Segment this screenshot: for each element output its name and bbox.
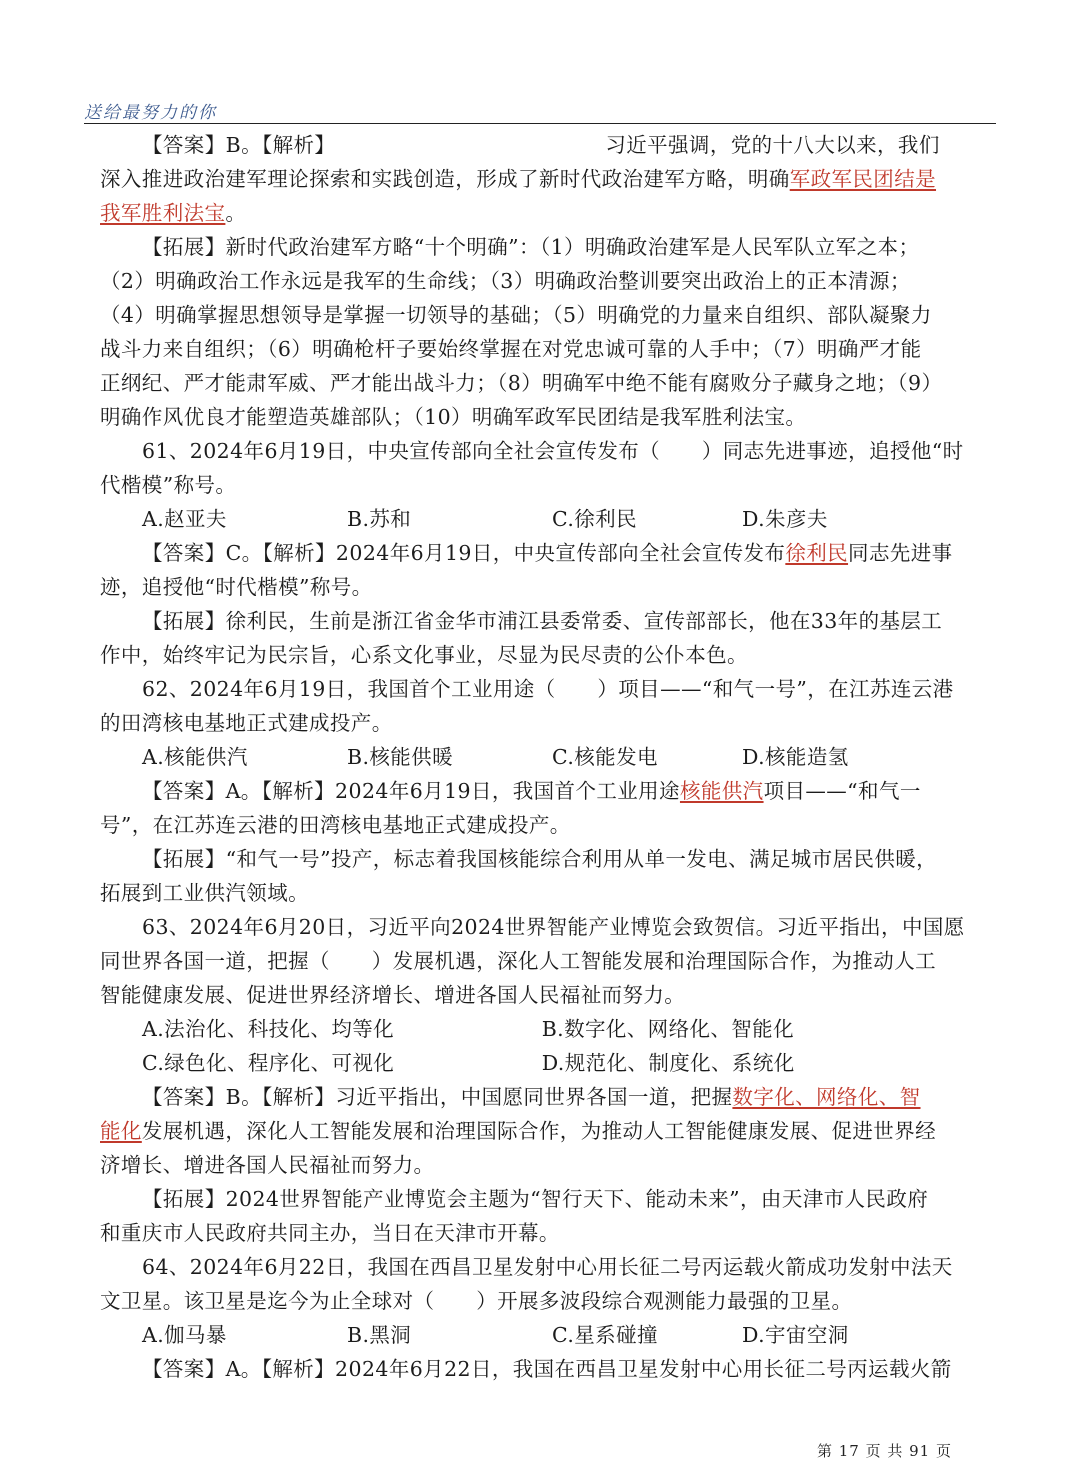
text-line: 拓展到工业供汽领域。: [100, 881, 309, 905]
header-divider: [84, 123, 996, 124]
option-b: B.数字化、网络化、智能化: [541, 1017, 794, 1041]
options-64: [100, 1318, 980, 1352]
highlighted-answer: 我军胜利法宝: [100, 201, 226, 225]
text-segment: 【答案】A。【解析】2024年6月19日，我国首个工业用途: [142, 779, 680, 803]
text-line: 代楷模”称号。: [100, 473, 237, 497]
option-d: D.核能造氢: [742, 745, 849, 769]
answer-line: [100, 536, 980, 570]
option-d: D.宇宙空洞: [742, 1323, 849, 1347]
text-line: 同世界各国一道，把握（ ）发展机遇，深化人工智能发展和治理国际合作，为推动人工: [100, 949, 936, 973]
text-line: 智能健康发展、促进世界经济增长、增进各国人民福祉而努力。: [100, 983, 686, 1007]
options-63-row2: [100, 1046, 980, 1080]
options-63-row1: [100, 1012, 980, 1046]
answer-line: [100, 128, 980, 162]
text-line: 的田湾核电基地正式建成投产。: [100, 711, 393, 735]
option-d: D.规范化、制度化、系统化: [541, 1051, 795, 1075]
extension-line: 【拓展】2024世界智能产业博览会主题为“智行天下、能动未来”，由天津市人民政府: [142, 1187, 929, 1211]
text-line: 文卫星。该卫星是迄今为止全球对（ ）开展多波段综合观测能力最强的卫星。: [100, 1289, 853, 1313]
text-segment: 项目——“和气一: [763, 779, 921, 803]
text-line: 和重庆市人民政府共同主办，当日在天津市开幕。: [100, 1221, 560, 1245]
text-segment: 。: [225, 201, 247, 225]
option-a: A.法治化、科技化、均等化: [142, 1017, 395, 1041]
page-header-title: 送给最努力的你: [84, 103, 217, 123]
option-c: C.徐利民: [552, 507, 637, 531]
text-line: （4）明确掌握思想领导是掌握一切领导的基础；（5）明确党的力量来自组织、部队凝聚力: [100, 303, 932, 327]
option-c: C.星系碰撞: [552, 1323, 658, 1347]
options-62: [100, 740, 980, 774]
text-segment: 发展机遇，深化人工智能发展和治理国际合作，为推动人工智能健康发展、促进世界经: [141, 1119, 937, 1143]
highlighted-answer: 能化: [100, 1119, 142, 1143]
text-segment: 【答案】C。【解析】2024年6月19日，中央宣传部向全社会宣传发布: [142, 541, 786, 565]
question-61: 61、2024年6月19日，中央宣传部向全社会宣传发布（ ）同志先进事迹，追授他“时: [142, 439, 964, 463]
text-segment: 【答案】B。【解析】习近平指出，中国愿同世界各国一道，把握: [142, 1085, 733, 1109]
option-d: D.朱彦夫: [742, 507, 828, 531]
text-line: 济增长、增进各国人民福祉而努力。: [100, 1153, 435, 1177]
text-line: 明确作风优良才能塑造英雄部队；（10）明确军政军民团结是我军胜利法宝。: [100, 405, 807, 429]
answer-line: [100, 1080, 980, 1114]
text-line: [100, 162, 980, 196]
text-line: 作中，始终牢记为民宗旨，心系文化事业，尽显为民尽责的公仆本色。: [100, 643, 748, 667]
text-line: [100, 196, 980, 230]
text-line: 正纲纪、严才能肃军威、严才能出战斗力；（8）明确军中绝不能有腐败分子藏身之地；（9）: [100, 371, 943, 395]
option-c: C.绿色化、程序化、可视化: [142, 1051, 395, 1075]
option-a: A.核能供汽: [142, 745, 248, 769]
text-line: （2）明确政治工作永远是我军的生命线；（3）明确政治整训要突出政治上的正本清源；: [100, 269, 911, 293]
question-62: 62、2024年6月19日，我国首个工业用途（ ）项目——“和气一号”，在江苏连云港: [142, 677, 954, 701]
options-61: [100, 502, 980, 536]
text-line: 号”，在江苏连云港的田湾核电基地正式建成投产。: [100, 813, 571, 837]
option-a: A.赵亚夫: [142, 507, 227, 531]
option-c: C.核能发电: [552, 745, 658, 769]
highlighted-answer: 军政军民团结是: [789, 167, 937, 191]
text-line: [100, 1114, 980, 1148]
text-line: 迹，追授他“时代楷模”称号。: [100, 575, 373, 599]
text-segment: 同志先进事: [848, 541, 953, 565]
option-b: B.黑洞: [347, 1323, 412, 1347]
document-body: [100, 128, 980, 1386]
option-b: B.苏和: [347, 507, 412, 531]
option-b: B.核能供暖: [347, 745, 453, 769]
extension-line: 【拓展】徐利民，生前是浙江省金华市浦江县委常委、宣传部部长，他在33年的基层工: [142, 609, 943, 633]
extension-line: 【拓展】新时代政治建军方略“十个明确”：（1）明确政治建军是人民军队立军之本；: [142, 235, 920, 259]
highlighted-answer: 核能供汽: [679, 779, 764, 803]
answer-text: 习近平强调，党的十八大以来，我们: [605, 133, 940, 157]
page-number: 第 17 页 共 91 页: [816, 1442, 952, 1460]
highlighted-answer: 数字化、网络化、智: [732, 1085, 921, 1109]
question-64: 64、2024年6月22日，我国在西昌卫星发射中心用长征二号丙运载火箭成功发射中法天: [142, 1255, 953, 1279]
extension-line: 【拓展】“和气一号”投产，标志着我国核能综合利用从单一发电、满足城市居民供暖，: [142, 847, 938, 871]
answer-line: 【答案】A。【解析】2024年6月22日，我国在西昌卫星发射中心用长征二号丙运载火箭: [142, 1357, 952, 1381]
text-segment: 深入推进政治建军理论探索和实践创造，形成了新时代政治建军方略，明确: [100, 167, 790, 191]
option-a: A.伽马暴: [142, 1323, 227, 1347]
question-63: 63、2024年6月20日，习近平向2024世界智能产业博览会致贺信。习近平指出，中国愿: [142, 915, 965, 939]
answer-line: [100, 774, 980, 808]
text-line: 战斗力来自组织；（6）明确枪杆子要始终掌握在对党忠诚可靠的人手中；（7）明确严才能: [100, 337, 922, 361]
highlighted-answer: 徐利民: [785, 541, 849, 565]
answer-label: 【答案】B。【解析】: [142, 133, 336, 157]
